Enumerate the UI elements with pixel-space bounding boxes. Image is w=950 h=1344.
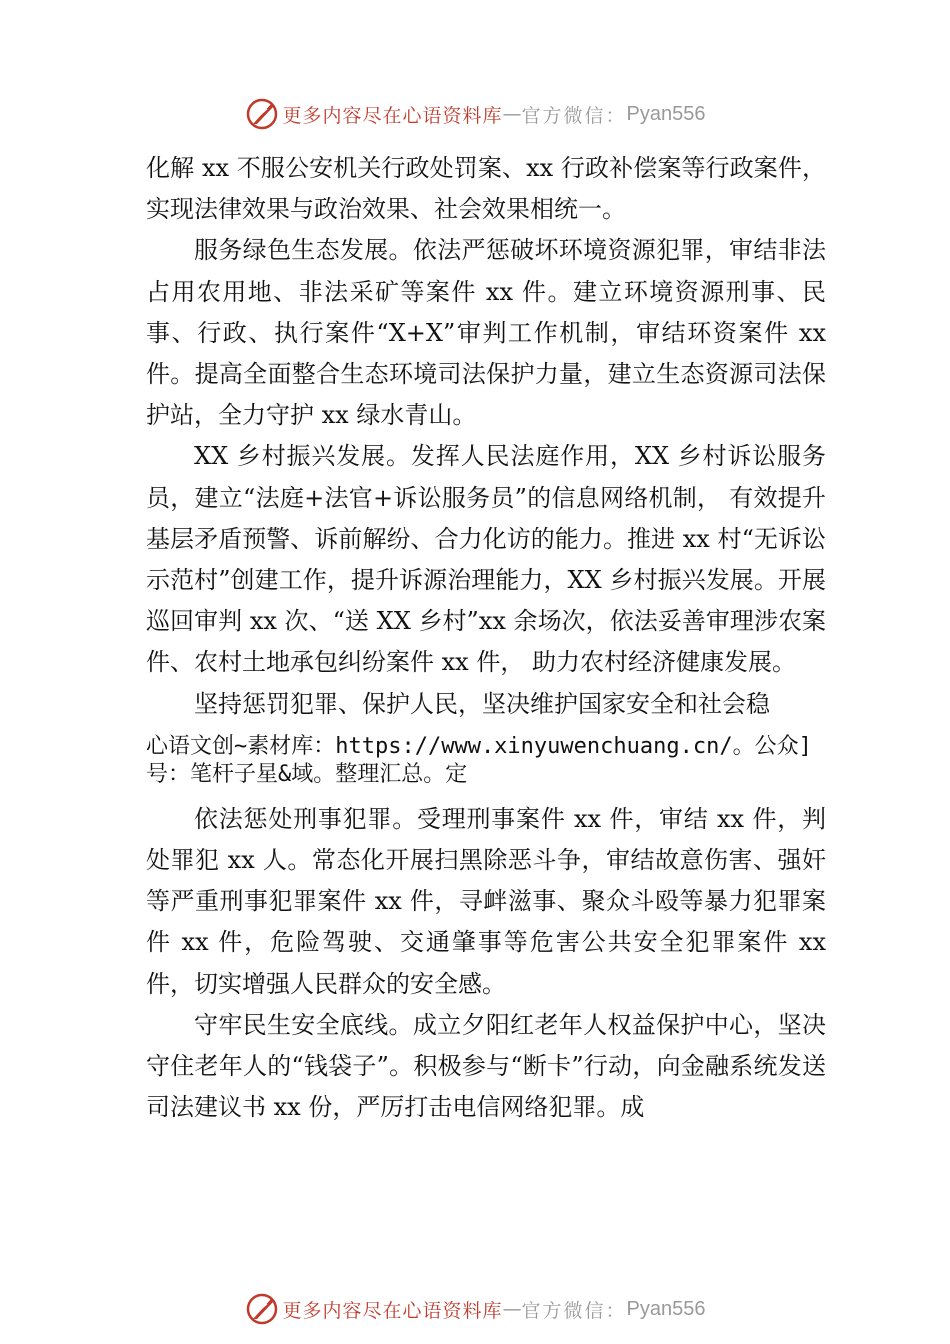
document-body bbox=[146, 148, 826, 1128]
paragraph-5: 依法惩处刑事犯罪。受理刑事案件 xx 件，审结 xx 件，判处罪犯 xx 人。常态化开展扫黑除恶斗争，审结故意伤害、强奸等严重刑事犯罪案件 xx 件，寻衅滋事、聚众斗殴等暴力犯罪案件 xx 件，危险驾驶、交通肇事等危害公共安全犯罪案件 xx 件，切实增强人民群众的安全感。 bbox=[146, 804, 826, 998]
paragraph-6: 守牢民生安全底线。成立夕阳红老年人权益保护中心，坚决守住老年人的“钱袋子”。积极参与“断卡”行动，向金融系统发送司法建议书 xx 份，严厉打击电信网络犯罪。成 bbox=[146, 1010, 826, 1122]
watermark-wechat-label: 官方微信： bbox=[521, 104, 627, 127]
source-notice: 心语文创~素材库：https://www.xinyuwenchuang.cn/。公众]号：笔杆子星&域。整理汇总。定 bbox=[146, 733, 812, 787]
paragraph-1: 化解 xx 不服公安机关行政处罚案、xx 行政补偿案等行政案件，实现法律效果与政治效果、社会效果相统一。 bbox=[146, 154, 826, 224]
watermark-title: 更多内容尽在心语资料库 bbox=[282, 104, 503, 127]
watermark-title: 更多内容尽在心语资料库 bbox=[282, 1299, 503, 1322]
paragraph-2: 服务绿色生态发展。依法严惩破坏环境资源犯罪，审结非法占用农用地、非法采矿等案件 xx 件。建立环境资源刑事、民事、行政、执行案件“X+X”审判工作机制，审结环资案件 xx 件。提高全面整合生态环境司法保护力量，建立生态资源司法保护站，全力守护 xx 绿水青山。 bbox=[146, 236, 826, 430]
watermark-wechat-id: Pyan556 bbox=[626, 1297, 706, 1320]
paragraph-4: 坚持惩罚犯罪、保护人民，坚决维护国家安全和社会稳 bbox=[194, 689, 770, 718]
watermark-wechat-id: Pyan556 bbox=[626, 102, 706, 125]
footer-watermark bbox=[0, 1289, 950, 1329]
paragraph-3: XX 乡村振兴发展。发挥人民法庭作用，XX 乡村诉讼服务员，建立“法庭+法官+诉讼服务员”的信息网络机制， 有效提升基层矛盾预警、诉前解纷、合力化访的能力。推进 xx 村“无诉讼示范村”创建工作，提升诉源治理能力，XX 乡村振兴发展。开展巡回审判 xx 次、“送 XX 乡村”xx 余场次，依法妥善审理涉农案件、农村土地承包纠纷案件 xx 件， 助力农村经济健康发展。 bbox=[146, 442, 826, 677]
watermark-dash: — bbox=[502, 1298, 522, 1320]
header-watermark bbox=[0, 94, 950, 134]
quill-logo-icon bbox=[245, 97, 279, 131]
watermark-wechat-label: 官方微信： bbox=[521, 1299, 627, 1322]
quill-logo-icon bbox=[245, 1292, 279, 1326]
watermark-dash: — bbox=[502, 103, 522, 125]
